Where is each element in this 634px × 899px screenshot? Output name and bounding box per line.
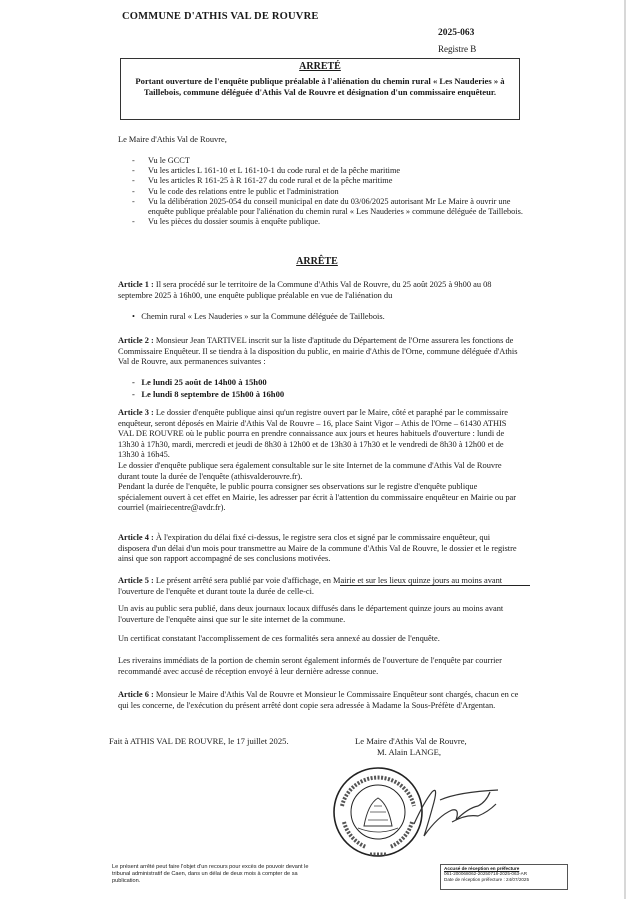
signatory-name: M. Alain LANGE, — [377, 747, 441, 757]
article-4-text: À l'expiration du délai fixé ci-dessus, le registre sera clos et signé par le commissaire enquêteur, qui disposera d'un délai d'un mois pour transmettre au Maire de la commune d'Athis Val de Rouvre, le dossier et le registre ainsi que son rapport accompagné de ses conclusions motivées. — [118, 533, 517, 564]
visa-bullet: - — [132, 217, 135, 227]
title-subject: Portant ouverture de l'enquête publique préalable à l'aliénation du chemin rural « Les Nauderies » à Taillebois, commune déléguée d'Athis Val de Rouvre et désignation d'un commissaire enquêteur. — [135, 76, 505, 97]
title-heading: ARRETÉ — [299, 61, 341, 72]
visa-item — [132, 176, 524, 186]
title-box — [120, 58, 520, 120]
permanence-1-text: Le lundi 25 août de 14h00 à 15h00 — [141, 377, 267, 387]
visa-text: Vu les pièces du dossier soumis à enquête publique. — [148, 217, 321, 227]
arrete-heading: ARRÊTE — [296, 256, 338, 267]
article-5-text: Le présent arrêté sera publié par voie d'affichage, en Mairie et sur les lieux quinze jours au moins avant l'ouverture de l'enquête et durant toute la durée de celle-ci. — [118, 576, 503, 596]
accuse-reception-stamp — [440, 864, 568, 890]
certificat-paragraph: Un certificat constatant l'accomplissement de ces formalités sera annexé au dossier de l'enquête. — [118, 634, 440, 643]
article-1-bullet — [132, 312, 522, 323]
article-2 — [118, 336, 522, 368]
article-1-bullet-text: Chemin rural « Les Nauderies » sur la Commune déléguée de Taillebois. — [141, 312, 385, 321]
mairie-seal-icon — [334, 768, 422, 856]
visa-item — [132, 217, 524, 227]
visa-text: Vu la délibération 2025-054 du conseil municipal en date du 03/06/2025 autorisant Mr Le Maire à ouvrir une enquête publique préalable pour l'aliénation du chemin rural « Les Nauderies » commune déléguée de Taillebois. — [148, 196, 523, 217]
article-2-label: Article 2 : — [118, 336, 154, 345]
article-6-text: Monsieur le Maire d'Athis Val de Rouvre et Monsieur le Commissaire Enquêteur sont chargés, chacun en ce qui les concerne, de l'exécution du présent arrêté dont copie sera adressée à Madame la Sous-Préfète d'Argentan. — [118, 690, 519, 710]
permanence-2 — [132, 389, 284, 400]
visa-text: Vu le code des relations entre le public et l'administration — [148, 186, 339, 196]
article-3-text: Le dossier d'enquête publique ainsi qu'un registre ouvert par le Maire, côté et paraphé par le commissaire enquêteur, seront déposés en Mairie d'Athis Val de Rouvre – 16, place Saint Vigor – Athis de l'Orne – 61430 ATHIS VAL DE ROUVRE où le public pourra en prendre connaissance aux jours et heures habituels d'ouverture : lundi de 13h30 à 17h30, mardi, mercredi et jeudi de 8h30 à 12h00 et de 13h30 à 17h30 et le vendredi de 8h30 à 12h00 et de 13h30 à 16h45. — [118, 408, 508, 460]
commune-header: COMMUNE D'ATHIS VAL DE ROUVRE — [122, 11, 319, 22]
article-3-label: Article 3 : — [118, 408, 154, 417]
signatory-role: Le Maire d'Athis Val de Rouvre, — [355, 736, 467, 746]
bullet-dot-icon: • — [132, 312, 142, 321]
visa-item — [132, 187, 524, 197]
visa-bullet: - — [132, 166, 135, 176]
recours-note: Le présent arrêté peut faire l'objet d'un recours pour excès de pouvoir devant le tribunal administratif de Caen, dans un délai de deux mois à compter de sa publication. — [112, 864, 309, 884]
dash-icon: - — [132, 389, 142, 399]
fait-a-line: Fait à ATHIS VAL DE ROUVRE, le 17 juillet 2025. — [109, 736, 289, 746]
arrete-number: 2025-063 — [438, 28, 475, 38]
accuse-id: 061-200068062-20250718-2025-063-AR — [444, 871, 528, 877]
article-4-label: Article 4 : — [118, 533, 154, 542]
visa-bullet: - — [132, 186, 135, 196]
article-6 — [118, 690, 522, 711]
visa-text: Vu les articles R 161-25 à R 161-27 du code rural et de la pêche maritime — [148, 176, 393, 186]
article-1-text: Il sera procédé sur le territoire de la Commune d'Athis Val de Rouvre, du 25 août 2025 à 9h00 au 08 septembre 2025 à 16h00, une enquête publique préalable en vue de l'aliénation du — [118, 280, 492, 300]
article-5-label: Article 5 : — [118, 576, 154, 585]
handwritten-signature-icon — [414, 790, 498, 836]
dash-icon: - — [132, 377, 142, 387]
article-1 — [118, 280, 522, 301]
mairie-seal-and-signature — [328, 762, 578, 862]
visa-text: Vu le GCCT — [148, 156, 190, 165]
accuse-title: Accusé de réception en préfecture — [444, 866, 520, 871]
handwritten-underline — [340, 585, 530, 586]
signatory-block — [355, 736, 467, 758]
article-6-label: Article 6 : — [118, 690, 154, 699]
permanence-1 — [132, 377, 267, 388]
riverains-paragraph: Les riverains immédiats de la portion de chemin seront également informés de l'ouverture de l'enquête par courrier recommandé avec accusé de réception envoyé à leur dernière adresse connue. — [118, 656, 502, 676]
visa-list — [132, 156, 524, 227]
permanence-2-text: Le lundi 8 septembre de 15h00 à 16h00 — [141, 389, 285, 399]
visa-item — [132, 166, 524, 176]
visa-text: Vu les articles L 161-10 et L 161-10-1 du code rural et de la pêche maritime — [148, 166, 401, 176]
visa-item — [132, 156, 524, 166]
registre-label: Registre B — [438, 44, 477, 54]
article-5 — [118, 576, 522, 597]
avis-paragraph: Un avis au public sera publié, dans deux journaux locaux diffusés dans le département quinze jours au moins avant l'ouverture de l'enquête ainsi que sur le site internet de la commune. — [118, 604, 504, 624]
article-2-text: Monsieur Jean TARTIVEL inscrit sur la liste d'aptitude du Département de l'Orne assurera les fonctions de Commissaire Enquêteur. Il se tiendra à la disposition du public, en mairie d'Athis de l'Orne, commune déléguée d'Athis Val de Rouvre, aux permanences suivantes : — [118, 336, 518, 367]
article-3 — [118, 408, 522, 514]
visa-bullet: - — [132, 156, 135, 165]
article-1-label: Article 1 : — [118, 280, 154, 289]
accuse-date: Date de réception préfecture : 24/07/2025 — [444, 876, 530, 882]
visa-bullet: - — [132, 176, 135, 186]
intro-text: Le Maire d'Athis Val de Rouvre, — [118, 135, 227, 144]
visa-item — [132, 197, 524, 217]
page-edge-shadow — [624, 0, 626, 899]
visa-bullet: - — [132, 196, 135, 206]
article-4 — [118, 533, 522, 565]
article-3-paragraph-3: Pendant la durée de l'enquête, le public pourra consigner ses observations sur le registre d'enquête publique spécialement ouvert à cet effet en Mairie, les adresser par écrit à l'attention du commissaire enquêteur en Mairie ou par courriel (mairiecentre@avdr.fr). — [118, 482, 517, 513]
article-3-paragraph-2: Le dossier d'enquête publique sera également consultable sur le site Internet de la commune d'Athis Val de Rouvre durant toute la durée de l'enquête (athisvalderouvre.fr). — [118, 460, 502, 481]
